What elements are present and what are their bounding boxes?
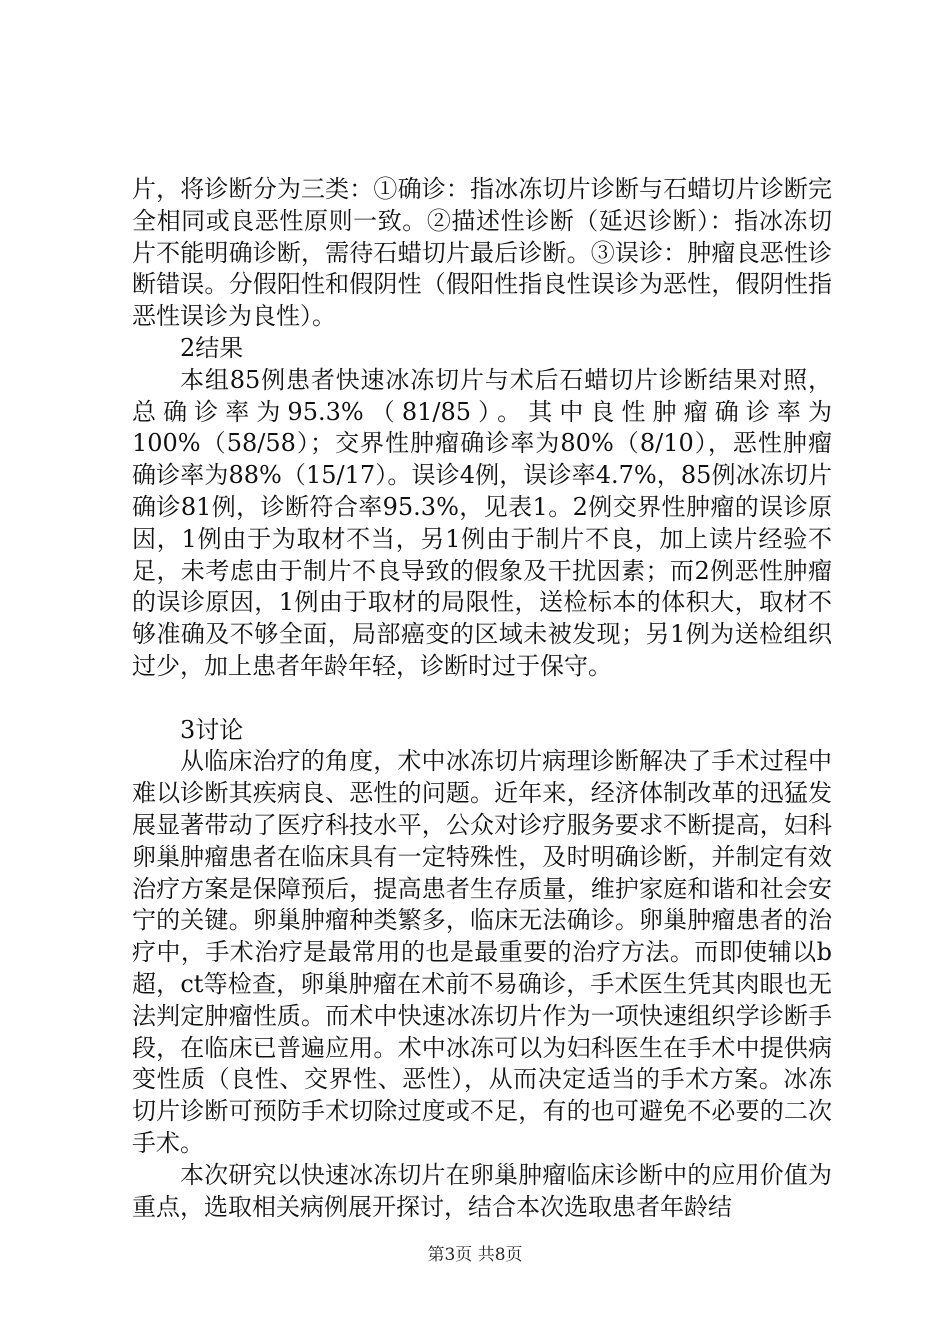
paragraph-results: 本组85例患者快速冰冻切片与术后石蜡切片诊断结果对照，总确诊率为95.3%（81/85）。其中良性肿瘤确诊率为100%（58/58）；交界性肿瘤确诊率为80%（8/10），恶性肿瘤确诊率为88%（15/17）。误诊4例，误诊率4.7%，85例冰冻切片确诊81例，诊断符合率95.3%，见表1。2例交界性肿瘤的误诊原因，1例由于为取材不当，另1例由于制片不良，加上读片经验不足，未考虑由于制片不良导致的假象及干扰因素；而2例恶性肿瘤的误诊原因，1例由于取材的局限性，送检标本的体积大，取材不够准确及不够全面，局部癌变的区域未被发现；另1例为送检组织过少，加上患者年龄年轻，诊断时过于保守。 xyxy=(132,365,832,680)
page-number-footer: 第3页 共8页 xyxy=(427,1245,523,1265)
section-heading-discussion: 3讨论 xyxy=(180,715,244,744)
section-heading-results: 2结果 xyxy=(180,333,244,362)
body-text xyxy=(132,174,832,1223)
paragraph-diagnosis-criteria: 片，将诊断分为三类：①确诊：指冰冻切片诊断与石蜡切片诊断完全相同或良恶性原则一致。②描述性诊断（延迟诊断）：指冰冻切片不能明确诊断，需待石蜡切片最后诊断。③误诊：肿瘤良恶性诊断错误。分假阳性和假阴性（假阳性指良性误诊为恶性，假阴性指恶性误诊为良性）。 xyxy=(132,175,832,331)
paragraph-study-focus: 本次研究以快速冰冻切片在卵巢肿瘤临床诊断中的应用价值为重点，选取相关病例展开探讨，结合本次选取患者年龄结 xyxy=(132,1160,832,1221)
paragraph-gap xyxy=(132,683,832,715)
paragraph-discussion: 从临床治疗的角度，术中冰冻切片病理诊断解决了手术过程中难以诊断其疾病良、恶性的问题。近年来，经济体制改革的迅猛发展显著带动了医疗科技水平，公众对诊疗服务要求不断提高，妇科卵巢肿瘤患者在临床具有一定特殊性，及时明确诊断，并制定有效治疗方案是保障预后，提高患者生存质量，维护家庭和谐和社会安宁的关键。卵巢肿瘤种类繁多，临床无法确诊。卵巢肿瘤患者的治疗中，手术治疗是最常用的也是最重要的治疗方法。而即使辅以b超，ct等检查，卵巢肿瘤在术前不易确诊，手术医生凭其肉眼也无法判定肿瘤性质。而术中快速冰冻切片作为一项快速组织学诊断手段，在临床已普遍应用。术中冰冻可以为妇科医生在手术中提供病变性质（良性、交界性、恶性），从而决定适当的手术方案。冰冻切片诊断可预防手术切除过度或不足，有的也可避免不必要的二次手术。 xyxy=(132,747,832,1157)
